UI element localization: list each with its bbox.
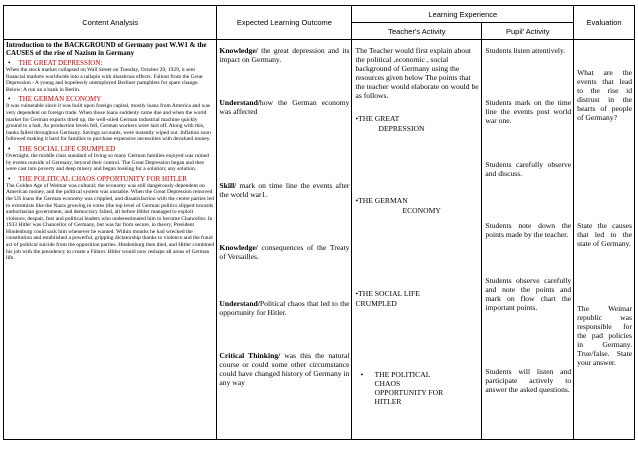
teacher-point-great-depression: •THE GREAT	[355, 114, 400, 123]
header-teacher-activity: Teacher's Activity	[352, 23, 482, 40]
header-pupil-activity: Pupil' Activity	[482, 23, 574, 40]
evaluation-item: State the causes that led to the state of Germany.	[577, 221, 632, 248]
teacher-point-political-chaos: • THE POLITICAL CHAOS OPPORTUNITY FOR HITLER	[360, 370, 444, 406]
header-expected-outcome: Expected Learning Outcome	[217, 6, 352, 40]
expected-outcome-cell	[217, 40, 352, 440]
outcome-item: Knowledge/ consequences of the Treaty of Versailles.	[219, 243, 350, 261]
header-content-analysis: Content Analysis	[4, 6, 217, 40]
teacher-intro: The Teacher would first explain about the political ,economic , social background of Germany using the resources given below The points that the teacher would elaborate on would be as follows.	[355, 46, 479, 100]
pupil-item: Students note down the points made by the teacher.	[485, 221, 572, 239]
header-learning-experience: Learning Experience	[352, 6, 574, 23]
teacher-point-social-life: •THE SOCIAL LIFE	[355, 289, 420, 298]
section-german-economy-title: • THE GERMAN ECONOMY	[6, 95, 214, 103]
section-great-depression-title: • THE GREAT DEPRESSION:	[6, 59, 214, 67]
outcome-item: Knowledge/ the great depression and its impact on Germany.	[219, 46, 350, 64]
lesson-plan-table	[3, 5, 635, 440]
section-political-chaos-text: The Golden Age of Weimar was cultural; the economy was still dangerously dependent on American money, and the political system was unstable. When the Great Depression removed the US loans the German economy was crippled, and dissatisfaction with the centre parties led to extremists like the Nazis growing in votes (the top level of German politics slipped towards authoritarian government, and democracy failed, all before Hitler managed to exploit violence, despair, fear and political leaders who underestimated him to become Chancellor. In 1933 Hitler was Chancellor of Germany, but was far from secure, in theory, President Hindenburg could sack him whenever he wanted. Within months he had wrecked the constitution and established a powerful, gripping dictatorship thanks to violence and the fraud act of political suicide from the opposition parties. Hindenburg then died, and Hitler combined his job with the presidency to create a Führer. Hitler would now reshape all areas of German life.	[6, 182, 215, 262]
content-analysis-cell	[4, 40, 217, 440]
section-social-life-title: • THE SOCIAL LIFE CRUMPLED	[6, 145, 214, 153]
teacher-point-great-depression-2: DEPRESSION	[378, 124, 425, 133]
teacher-point-social-life-2: CRUMPLED	[355, 299, 397, 308]
teacher-point-german-economy: •THE GERMAN	[355, 196, 408, 205]
teacher-activity-cell	[352, 40, 482, 440]
section-great-depression-text: When the stock market collapsed on Wall Street on Tuesday, October 29, 1929, it sent financial markets worldwide into a tailspin with disastrous effects. Fallout from the Great Depression - A young and hopelessly unemployed Berliner pamphlets for spare change. Below: A run on a bank in Berlin.	[6, 67, 203, 93]
evaluation-item: The Weimar republic was responsible for the pad policies in Germany. True/false. State your answer.	[577, 304, 632, 367]
pupil-item: Students will listen and participate actively to answer the asked questions.	[485, 367, 572, 394]
outcome-item: Understand/Political chaos that led to the opportunity for Hitler.	[219, 299, 350, 317]
pupil-activity-cell	[482, 40, 574, 440]
outcome-item: Understand/how the German economy was affected	[219, 98, 350, 116]
section-social-life-text: Overnight, the middle class standard of living so many German families enjoyed was ruined by events outside of Germany, beyond their control. The Great Depression began and they were cast into poverty and deep misery and began looking for a solution; any solution.	[6, 152, 209, 173]
pupil-item: Students mark on the time line the events post world war one.	[485, 98, 572, 125]
pupil-item: Students observe carefully and note the points and mark on flow chart the important points.	[485, 276, 572, 312]
evaluation-cell	[574, 40, 635, 440]
outcome-item: Skill/ mark on time line the events after the world war1.	[219, 181, 350, 199]
section-political-chaos-title: • THE POLITICAL CHAOS OPPORTUNITY FOR HITLER	[6, 175, 214, 183]
pupil-item: Students listen attentively.	[485, 46, 566, 55]
section-german-economy-text: It was vulnerable since it was built upon foreign capital, mostly loans from America and was very dependent on foreign trade. When those loans suddenly came due and when the world market for German exports dried up, the well-oiled German industrial machine quickly ground to a halt. As production levels fell, German workers were laid off. Along with this, banks failed throughout Germany. Savings accounts, were instantly wiped out. Inflation soon followed making it hard for families to purchase expensive necessities with devalued money.	[6, 103, 211, 143]
teacher-point-german-economy-2: ECONOMY	[402, 206, 441, 215]
outcome-item: Critical Thinking/ was this the natural course or could some other circumstance could have changed history of Germany in any way	[219, 351, 350, 387]
content-intro: Introduction to the BACKGROUND of Germany post W.W1 & the CAUSES of the rise of Nazism in Germany	[6, 41, 207, 57]
bullet-icon: •	[360, 370, 364, 379]
pupil-item: Students carefully observe and discuss.	[485, 160, 572, 178]
header-evaluation: Evaluation	[574, 6, 635, 40]
evaluation-item: What are the events that lead to the rise id distrust in the hearts of people of Germany?	[577, 68, 632, 122]
